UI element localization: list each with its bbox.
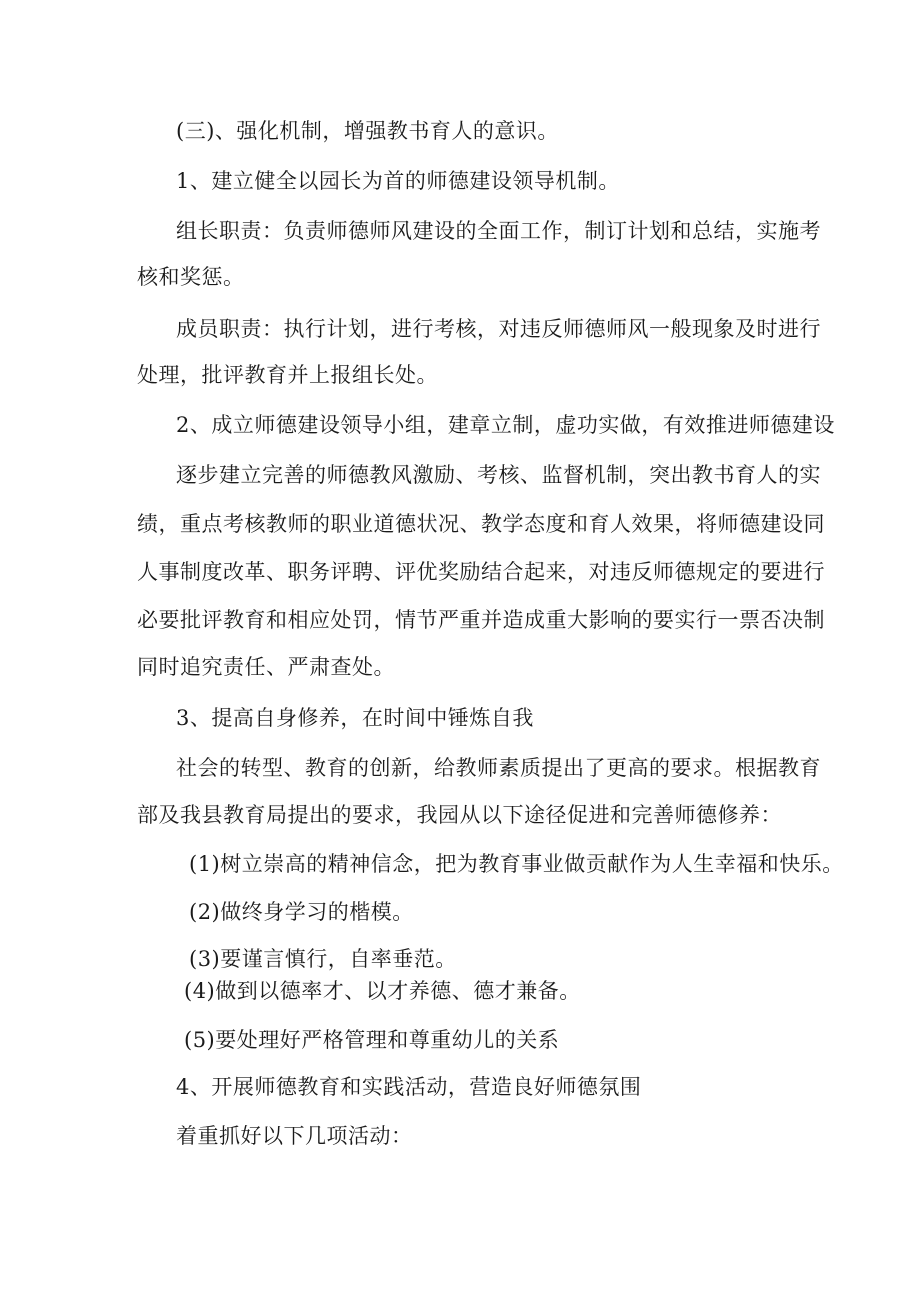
paragraph-line: 逐步建立完善的师德教风激励、考核、监督机制，突出教书育人的实 <box>176 463 821 487</box>
paragraph-line: 绩，重点考核教师的职业道德状况、教学态度和育人效果，将师德建设同 <box>137 512 825 536</box>
paragraph-line: 处理，批评教育并上报组长处。 <box>137 363 438 387</box>
list-item: (3)要谨言慎行，自率垂范。 <box>189 947 457 971</box>
list-item: (4)做到以德率才、以才养德、德才兼备。 <box>184 979 581 1003</box>
item-1-heading: 1、建立健全以园长为首的师德建设领导机制。 <box>176 169 620 193</box>
paragraph-line: 成员职责：执行计划，进行考核，对违反师德师风一般现象及时进行 <box>176 317 821 341</box>
paragraph-line: 着重抓好以下几项活动： <box>176 1124 413 1148</box>
item-4-heading: 4、开展师德教育和实践活动，营造良好师德氛围 <box>176 1075 642 1099</box>
item-3-heading: 3、提高自身修养，在时间中锤炼自我 <box>176 706 534 730</box>
paragraph-line: 同时追究责任、严肃查处。 <box>137 655 395 679</box>
paragraph-line: 组长职责：负责师德师风建设的全面工作，制订计划和总结，实施考 <box>176 219 821 243</box>
paragraph-line: 人事制度改革、职务评聘、评优奖励结合起来，对违反师德规定的要进行 <box>137 560 825 584</box>
list-item: (5)要处理好严格管理和尊重幼儿的关系 <box>184 1028 560 1052</box>
section-heading: (三)、强化机制，增强教书育人的意识。 <box>176 119 559 143</box>
paragraph-line: 必要批评教育和相应处罚，情节严重并造成重大影响的要实行一票否决制 <box>137 608 825 632</box>
item-2-heading: 2、成立师德建设领导小组，建章立制，虚功实做，有效推进师德建设 <box>176 413 835 437</box>
list-item: (1)树立崇高的精神信念，把为教育事业做贡献作为人生幸福和快乐。 <box>189 852 844 876</box>
list-item: (2)做终身学习的楷模。 <box>189 900 414 924</box>
paragraph-line: 部及我县教育局提出的要求，我园从以下途径促进和完善师德修养： <box>137 803 782 827</box>
paragraph-line: 核和奖惩。 <box>137 265 245 289</box>
paragraph-line: 社会的转型、教育的创新，给教师素质提出了更高的要求。根据教育 <box>176 756 821 780</box>
